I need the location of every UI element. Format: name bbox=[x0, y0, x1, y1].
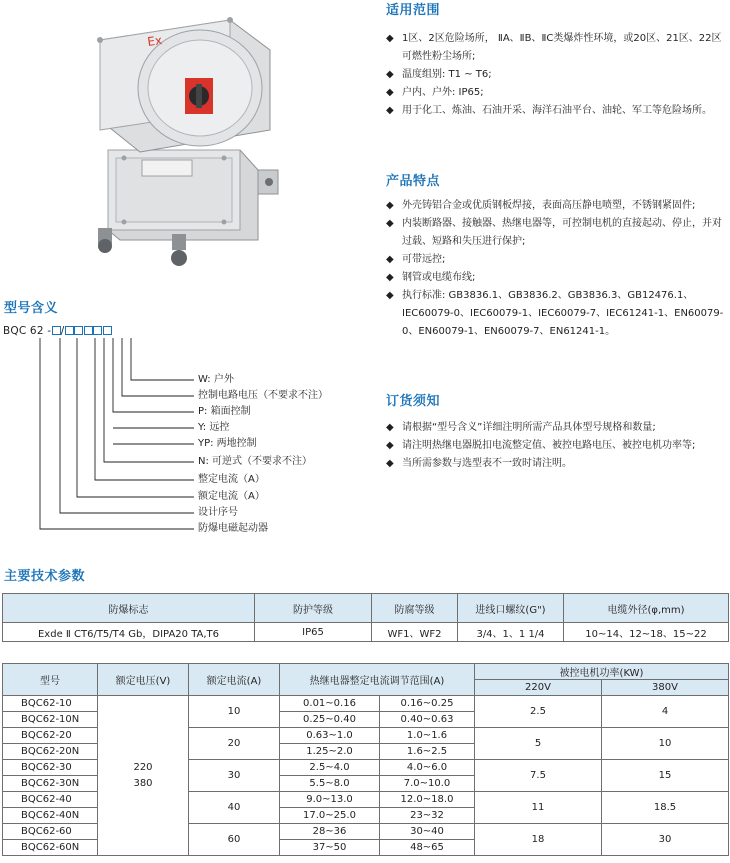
legend-starter-name: 防爆电磁起动器 bbox=[198, 523, 268, 534]
model-code-separator: / bbox=[60, 325, 65, 337]
protection-table bbox=[2, 593, 729, 642]
cell-power-220v: 5 bbox=[475, 728, 602, 760]
col-header-thread: 进线口螺纹(G") bbox=[458, 594, 564, 623]
cell-relay-range-high: 12.0~18.0 bbox=[380, 792, 475, 808]
cell-anticorrosion: WF1、WF2 bbox=[372, 623, 458, 642]
col-header-motor-power: 被控电机功率(KW) bbox=[475, 664, 729, 680]
cell-rated-voltage: 220 380 bbox=[98, 696, 189, 856]
cell-relay-range-high: 1.6~2.5 bbox=[380, 744, 475, 760]
cell-power-380v: 4 bbox=[602, 696, 729, 728]
cell-relay-range-low: 5.5~8.0 bbox=[280, 776, 380, 792]
col-header-ex-mark: 防爆标志 bbox=[3, 594, 255, 623]
cell-relay-range-low: 2.5~4.0 bbox=[280, 760, 380, 776]
legend-design-number: 设计序号 bbox=[198, 507, 238, 518]
table-row bbox=[3, 623, 729, 642]
cell-power-220v: 7.5 bbox=[475, 760, 602, 792]
scope-item: ◆ 用于化工、炼油、石油开采、海洋石油平台、油轮、军工等危险场所。 bbox=[386, 102, 728, 120]
ordering-item: ◆ 请根据“型号含义”详细注明所需产品具体型号规格和数量; bbox=[386, 419, 728, 437]
cell-model: BQC62-60N bbox=[3, 840, 98, 856]
legend-remote-control: Y: 远控 bbox=[198, 422, 230, 433]
scope-item: ◆ 户内、户外: IP65; bbox=[386, 84, 728, 102]
legend-set-current: 整定电流（A） bbox=[198, 474, 265, 485]
cell-relay-range-high: 4.0~6.0 bbox=[380, 760, 475, 776]
legend-reversible: N: 可逆式（不要求不注） bbox=[198, 456, 313, 467]
diamond-bullet-icon: ◆ bbox=[386, 440, 394, 451]
legend-panel-control: P: 箱面控制 bbox=[198, 406, 251, 417]
cell-relay-range-high: 48~65 bbox=[380, 840, 475, 856]
diamond-bullet-icon: ◆ bbox=[386, 272, 394, 283]
cell-relay-range-low: 28~36 bbox=[280, 824, 380, 840]
feature-item: ◆ 外壳铸铝合金或优质钢板焊接，表面高压静电喷塑，不锈钢紧固件; bbox=[386, 197, 728, 215]
model-code-prefix: BQC 62 - bbox=[3, 325, 52, 337]
feature-item: ◆ 可带远控; bbox=[386, 251, 728, 269]
diamond-bullet-icon: ◆ bbox=[386, 218, 394, 229]
cell-relay-range-low: 9.0~13.0 bbox=[280, 792, 380, 808]
table-header-row bbox=[3, 594, 729, 623]
cell-model: BQC62-10N bbox=[3, 712, 98, 728]
legend-control-voltage: 控制电路电压（不要求不注） bbox=[198, 390, 328, 401]
cell-rated-current: 20 bbox=[189, 728, 280, 760]
cell-model: BQC62-30N bbox=[3, 776, 98, 792]
cell-rated-current: 10 bbox=[189, 696, 280, 728]
cell-relay-range-low: 1.25~2.0 bbox=[280, 744, 380, 760]
ordering-list bbox=[386, 419, 728, 473]
cell-relay-range-low: 0.63~1.0 bbox=[280, 728, 380, 744]
cell-power-380v: 30 bbox=[602, 824, 729, 856]
features-list bbox=[386, 197, 728, 341]
cell-model: BQC62-10 bbox=[3, 696, 98, 712]
cell-rated-current: 40 bbox=[189, 792, 280, 824]
cell-relay-range-high: 30~40 bbox=[380, 824, 475, 840]
ordering-title: 订货须知 bbox=[386, 394, 441, 409]
cell-ip: IP65 bbox=[255, 623, 372, 642]
table-row bbox=[3, 696, 729, 712]
diamond-bullet-icon: ◆ bbox=[386, 290, 394, 301]
cell-power-380v: 18.5 bbox=[602, 792, 729, 824]
diamond-bullet-icon: ◆ bbox=[386, 254, 394, 265]
scope-item: ◆ 温度组别: T1 ~ T6; bbox=[386, 66, 728, 84]
cell-model: BQC62-20 bbox=[3, 728, 98, 744]
col-header-relay-range: 热继电器整定电流调节范围(A) bbox=[280, 664, 475, 696]
cell-rated-current: 30 bbox=[189, 760, 280, 792]
ordering-item: ◆ 当所需参数与选型表不一致时请注明。 bbox=[386, 455, 728, 473]
cell-relay-range-high: 7.0~10.0 bbox=[380, 776, 475, 792]
cell-model: BQC62-20N bbox=[3, 744, 98, 760]
cell-relay-range-low: 0.01~0.16 bbox=[280, 696, 380, 712]
cell-power-220v: 2.5 bbox=[475, 696, 602, 728]
features-title: 产品特点 bbox=[386, 174, 441, 189]
feature-item: ◆ 内装断路器、接触器、热继电器等，可控制电机的直接起动、停止，并对过载、短路和失压进行保护; bbox=[386, 215, 728, 251]
col-header-220v: 220V bbox=[475, 680, 602, 696]
cell-model: BQC62-40N bbox=[3, 808, 98, 824]
cell-model: BQC62-30 bbox=[3, 760, 98, 776]
diamond-bullet-icon: ◆ bbox=[386, 105, 394, 116]
model-meaning-diagram bbox=[0, 318, 360, 543]
cell-model: BQC62-40 bbox=[3, 792, 98, 808]
scope-title: 适用范围 bbox=[386, 3, 441, 18]
cell-power-380v: 15 bbox=[602, 760, 729, 792]
scope-list bbox=[386, 30, 728, 120]
diamond-bullet-icon: ◆ bbox=[386, 69, 394, 80]
diamond-bullet-icon: ◆ bbox=[386, 200, 394, 211]
cell-thread: 3/4、1、1 1/4 bbox=[458, 623, 564, 642]
cell-relay-range-low: 17.0~25.0 bbox=[280, 808, 380, 824]
cell-relay-range-high: 1.0~1.6 bbox=[380, 728, 475, 744]
cell-power-220v: 11 bbox=[475, 792, 602, 824]
col-header-380v: 380V bbox=[602, 680, 729, 696]
ordering-item: ◆ 请注明热继电器脱扣电流整定值、被控电路电压、被控电机功率等; bbox=[386, 437, 728, 455]
col-header-cable-od: 电缆外径(φ,mm) bbox=[564, 594, 729, 623]
main-params-title: 主要技术参数 bbox=[4, 569, 86, 584]
cell-relay-range-high: 23~32 bbox=[380, 808, 475, 824]
diamond-bullet-icon: ◆ bbox=[386, 33, 394, 44]
model-leader-lines bbox=[0, 318, 360, 543]
svg-text:Ex: Ex bbox=[146, 33, 163, 49]
model-meaning-title: 型号含义 bbox=[4, 301, 59, 316]
col-header-model: 型号 bbox=[3, 664, 98, 696]
diamond-bullet-icon: ◆ bbox=[386, 458, 394, 469]
cell-relay-range-low: 0.25~0.40 bbox=[280, 712, 380, 728]
legend-rated-current: 额定电流（A） bbox=[198, 491, 265, 502]
diamond-bullet-icon: ◆ bbox=[386, 422, 394, 433]
cell-relay-range-high: 0.16~0.25 bbox=[380, 696, 475, 712]
col-header-rated-current: 额定电流(A) bbox=[189, 664, 280, 696]
col-header-anticorrosion: 防腐等级 bbox=[372, 594, 458, 623]
legend-dual-control: YP: 两地控制 bbox=[198, 438, 257, 449]
col-header-rated-voltage: 额定电压(V) bbox=[98, 664, 189, 696]
cell-power-220v: 18 bbox=[475, 824, 602, 856]
cell-relay-range-low: 37~50 bbox=[280, 840, 380, 856]
cell-relay-range-high: 0.40~0.63 bbox=[380, 712, 475, 728]
col-header-ip: 防护等级 bbox=[255, 594, 372, 623]
cell-model: BQC62-60 bbox=[3, 824, 98, 840]
cell-power-380v: 10 bbox=[602, 728, 729, 760]
product-image bbox=[80, 0, 290, 270]
legend-outdoor: W: 户外 bbox=[198, 374, 234, 385]
cell-rated-current: 60 bbox=[189, 824, 280, 856]
diamond-bullet-icon: ◆ bbox=[386, 87, 394, 98]
scope-item: ◆ 1区、2区危险场所， ⅡA、ⅡB、ⅡC类爆炸性环境，或20区、21区、22区可燃性粉尘场所; bbox=[386, 30, 728, 66]
cell-cable-od: 10~14、12~18、15~22 bbox=[564, 623, 729, 642]
cell-ex-mark: Exde Ⅱ CT6/T5/T4 Gb，DIPA20 TA,T6 bbox=[3, 623, 255, 642]
selection-table bbox=[2, 663, 729, 856]
feature-item: ◆ 执行标准: GB3836.1、GB3836.2、GB3836.3、GB12476.1、IEC60079-0、IEC60079-1、IEC60079-7、IEC61241-1、EN60079-0、EN60079-1、EN60079-7、EN61241-1。 bbox=[386, 287, 728, 341]
table-header-row bbox=[3, 664, 729, 680]
feature-item: ◆ 钢管或电缆布线; bbox=[386, 269, 728, 287]
selection-table-body bbox=[3, 696, 729, 856]
